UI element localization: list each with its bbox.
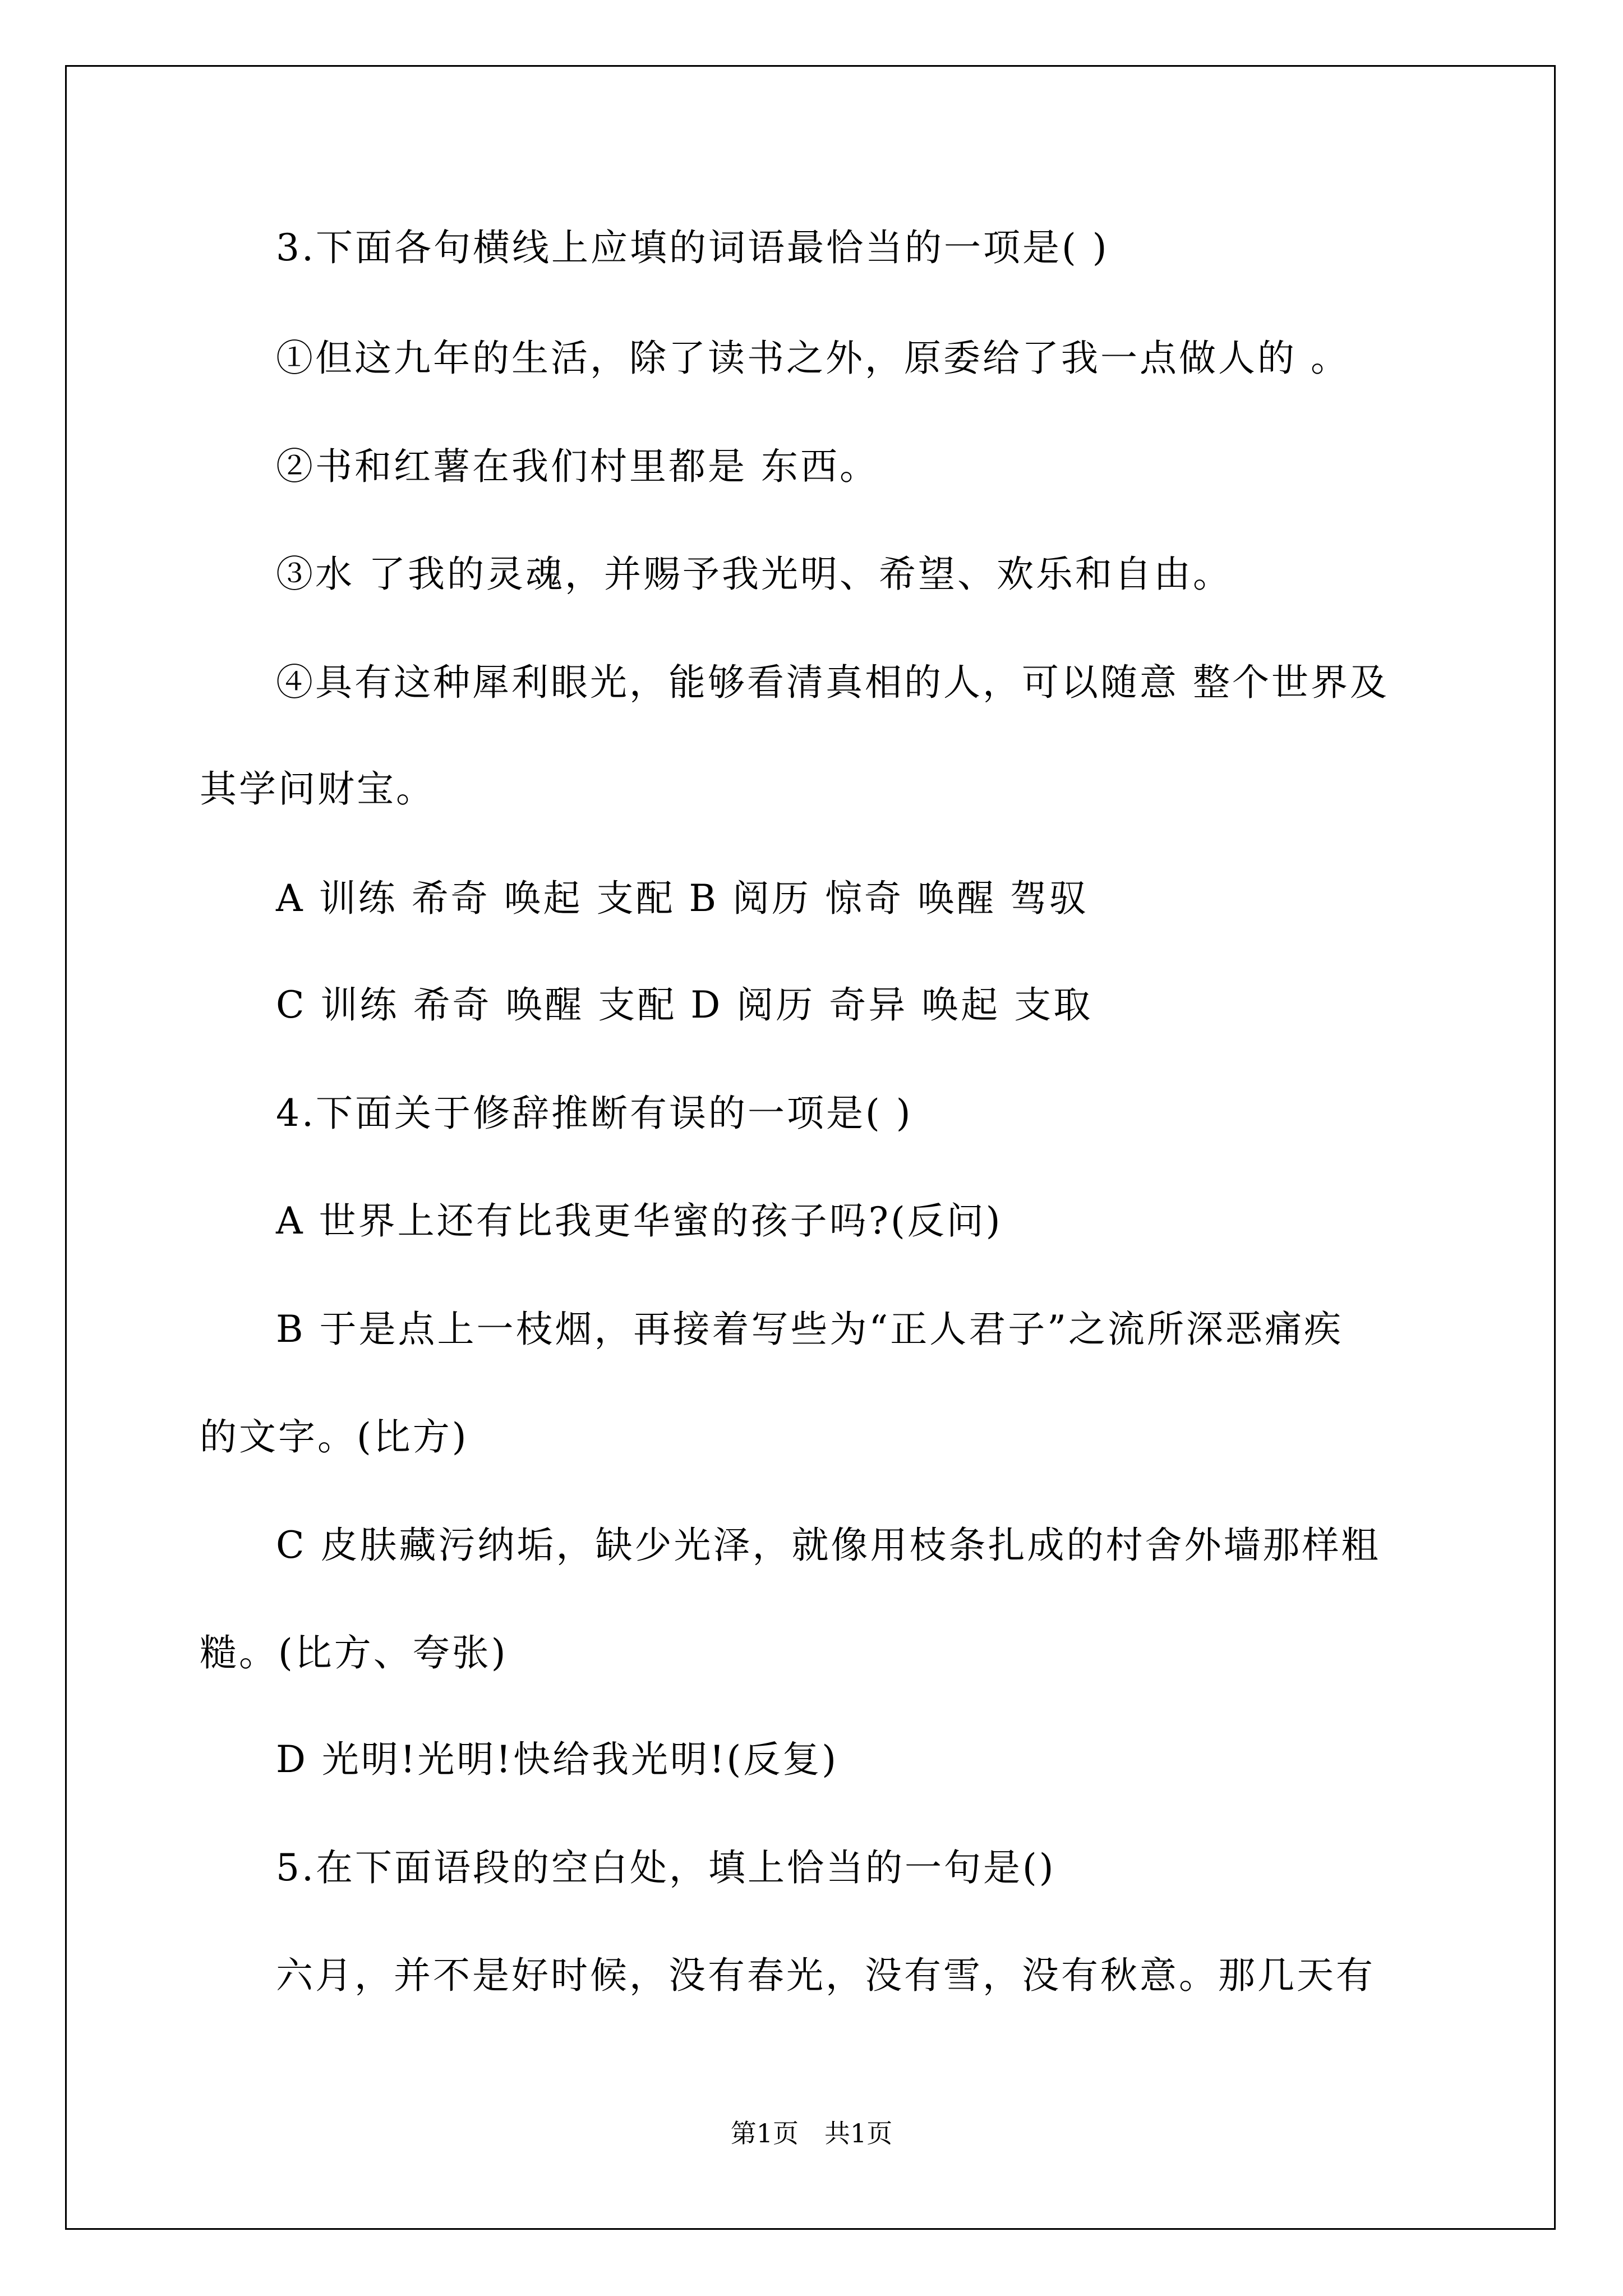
question-3-stem: 3.下面各句横线上应填的词语最恰当的一项是( ) <box>276 226 1109 269</box>
page-footer: 第1页 共1页 <box>730 2118 893 2148</box>
question-4-option-a: A 世界上还有比我更华蜜的孩子吗?(反问) <box>276 1199 1003 1243</box>
question-4-option-b-continued: 的文字。(比方) <box>200 1415 469 1458</box>
question-4-option-c: C 皮肤藏污纳垢，缺少光泽，就像用枝条扎成的村舍外墙那样粗 <box>276 1524 1381 1567</box>
question-5-stem: 5.在下面语段的空白处，填上恰当的一句是() <box>276 1846 1056 1889</box>
option-a-b: A 训练 希奇 唤起 支配 B 阅历 惊奇 唤醒 驾驭 <box>276 877 1089 920</box>
option-c-d: C 训练 希奇 唤醒 支配 D 阅历 奇异 唤起 支取 <box>276 983 1093 1027</box>
question-5-passage: 六月，并不是好时候，没有春光，没有雪，没有秋意。那几天有 <box>276 1954 1375 1997</box>
sentence-4-continued: 其学问财宝。 <box>200 767 435 811</box>
sentence-1: ①但这九年的生活，除了读书之外，原委给了我一点做人的 。 <box>276 337 1350 380</box>
page-border <box>65 65 1556 2230</box>
question-4-option-b: B 于是点上一枝烟，再接着写些为“正人君子”之流所深恶痛疾 <box>276 1308 1343 1351</box>
question-4-option-c-continued: 糙。(比方、夸张) <box>200 1631 508 1674</box>
sentence-4: ④具有这种犀利眼光，能够看清真相的人，可以随意 整个世界及 <box>276 661 1389 704</box>
sentence-3: ③水 了我的灵魂，并赐予我光明、希望、欢乐和自由。 <box>276 553 1232 596</box>
question-4-stem: 4.下面关于修辞推断有误的一项是( ) <box>276 1092 913 1135</box>
sentence-2: ②书和红薯在我们村里都是 东西。 <box>276 445 879 488</box>
question-4-option-d: D 光明!光明!快给我光明!(反复) <box>276 1738 838 1781</box>
